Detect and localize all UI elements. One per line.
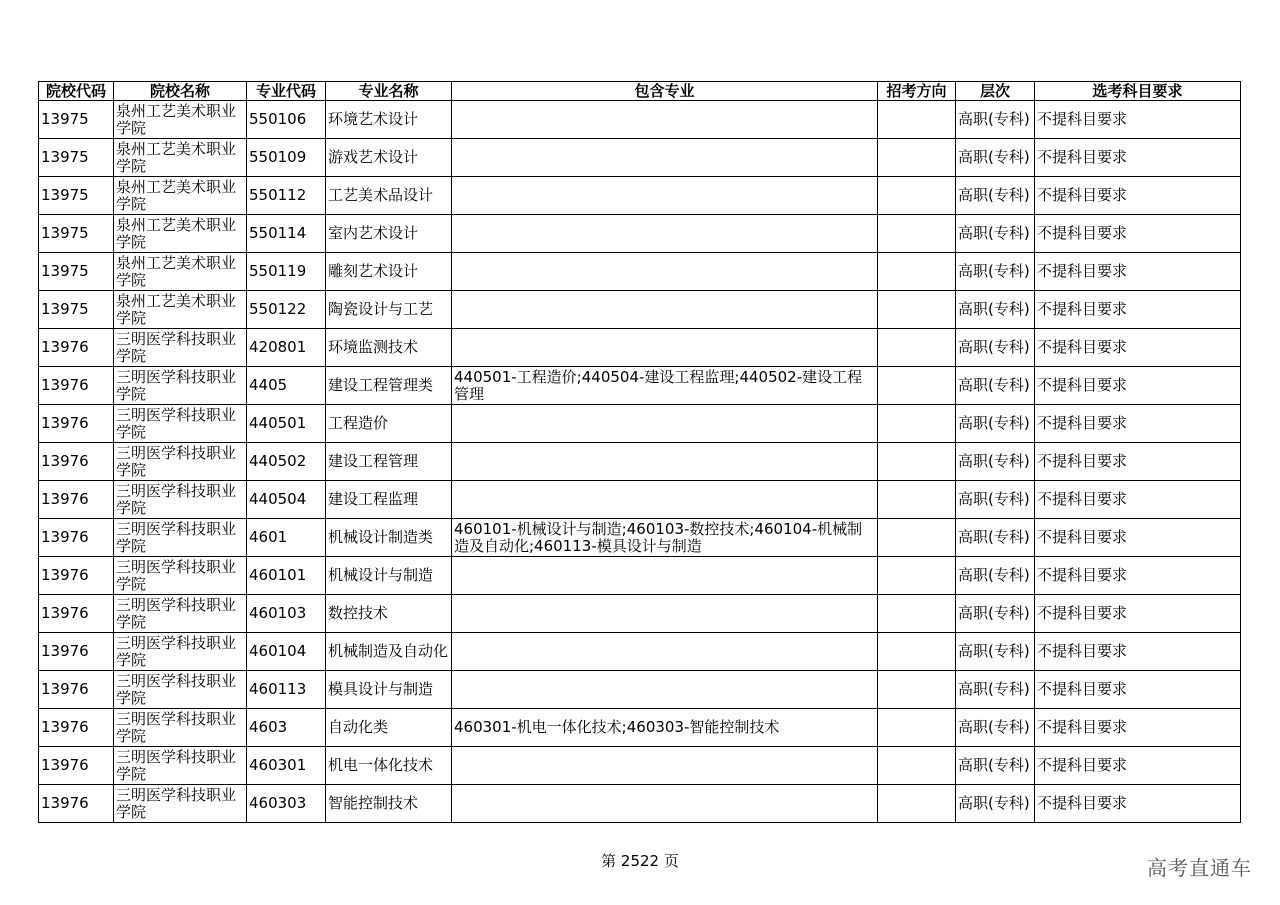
cell-major-code: 420801 bbox=[247, 329, 326, 367]
cell-direction bbox=[878, 747, 956, 785]
cell-major-name: 智能控制技术 bbox=[326, 785, 452, 823]
cell-major-name: 工艺美术品设计 bbox=[326, 177, 452, 215]
cell-level: 高职(专科) bbox=[956, 101, 1035, 139]
table-row bbox=[39, 139, 1241, 177]
cell-included-majors bbox=[452, 139, 878, 177]
cell-school-name: 三明医学科技职业学院 bbox=[114, 405, 247, 443]
cell-major-name: 建设工程监理 bbox=[326, 481, 452, 519]
table-row bbox=[39, 253, 1241, 291]
cell-school-code: 13976 bbox=[39, 747, 114, 785]
cell-direction bbox=[878, 253, 956, 291]
table-row bbox=[39, 595, 1241, 633]
cell-direction bbox=[878, 519, 956, 557]
header-major-code: 专业代码 bbox=[247, 82, 326, 101]
cell-major-name: 模具设计与制造 bbox=[326, 671, 452, 709]
cell-included-majors bbox=[452, 633, 878, 671]
cell-subject-requirement: 不提科目要求 bbox=[1035, 595, 1241, 633]
table-row bbox=[39, 367, 1241, 405]
cell-level: 高职(专科) bbox=[956, 671, 1035, 709]
table-row bbox=[39, 671, 1241, 709]
cell-subject-requirement: 不提科目要求 bbox=[1035, 177, 1241, 215]
table-row bbox=[39, 785, 1241, 823]
cell-school-code: 13975 bbox=[39, 215, 114, 253]
cell-level: 高职(专科) bbox=[956, 177, 1035, 215]
cell-school-name: 三明医学科技职业学院 bbox=[114, 481, 247, 519]
cell-major-code: 460303 bbox=[247, 785, 326, 823]
table-row bbox=[39, 101, 1241, 139]
cell-major-name: 工程造价 bbox=[326, 405, 452, 443]
cell-included-majors bbox=[452, 101, 878, 139]
cell-included-majors bbox=[452, 329, 878, 367]
cell-subject-requirement: 不提科目要求 bbox=[1035, 329, 1241, 367]
cell-direction bbox=[878, 633, 956, 671]
cell-major-code: 460103 bbox=[247, 595, 326, 633]
table-row bbox=[39, 177, 1241, 215]
table-body bbox=[39, 101, 1241, 823]
cell-included-majors: 460301-机电一体化技术;460303-智能控制技术 bbox=[452, 709, 878, 747]
cell-school-name: 三明医学科技职业学院 bbox=[114, 747, 247, 785]
table-row bbox=[39, 519, 1241, 557]
cell-level: 高职(专科) bbox=[956, 595, 1035, 633]
cell-level: 高职(专科) bbox=[956, 557, 1035, 595]
cell-direction bbox=[878, 443, 956, 481]
cell-included-majors bbox=[452, 671, 878, 709]
cell-subject-requirement: 不提科目要求 bbox=[1035, 405, 1241, 443]
table-row bbox=[39, 405, 1241, 443]
cell-major-name: 建设工程管理 bbox=[326, 443, 452, 481]
cell-school-code: 13975 bbox=[39, 253, 114, 291]
cell-level: 高职(专科) bbox=[956, 367, 1035, 405]
cell-major-name: 数控技术 bbox=[326, 595, 452, 633]
cell-school-code: 13976 bbox=[39, 671, 114, 709]
cell-level: 高职(专科) bbox=[956, 291, 1035, 329]
cell-major-code: 460101 bbox=[247, 557, 326, 595]
cell-level: 高职(专科) bbox=[956, 481, 1035, 519]
cell-major-code: 550109 bbox=[247, 139, 326, 177]
cell-included-majors bbox=[452, 557, 878, 595]
cell-school-name: 泉州工艺美术职业学院 bbox=[114, 177, 247, 215]
cell-level: 高职(专科) bbox=[956, 139, 1035, 177]
cell-direction bbox=[878, 329, 956, 367]
cell-included-majors bbox=[452, 405, 878, 443]
cell-major-name: 机械设计制造类 bbox=[326, 519, 452, 557]
cell-major-code: 440504 bbox=[247, 481, 326, 519]
table-row bbox=[39, 747, 1241, 785]
cell-subject-requirement: 不提科目要求 bbox=[1035, 671, 1241, 709]
header-school-code: 院校代码 bbox=[39, 82, 114, 101]
cell-major-code: 460113 bbox=[247, 671, 326, 709]
cell-included-majors bbox=[452, 595, 878, 633]
cell-direction bbox=[878, 785, 956, 823]
cell-school-name: 泉州工艺美术职业学院 bbox=[114, 101, 247, 139]
cell-subject-requirement: 不提科目要求 bbox=[1035, 785, 1241, 823]
table-row bbox=[39, 557, 1241, 595]
cell-subject-requirement: 不提科目要求 bbox=[1035, 747, 1241, 785]
cell-included-majors bbox=[452, 253, 878, 291]
cell-school-code: 13976 bbox=[39, 785, 114, 823]
cell-school-code: 13976 bbox=[39, 519, 114, 557]
cell-included-majors: 460101-机械设计与制造;460103-数控技术;460104-机械制造及自动化;460113-模具设计与制造 bbox=[452, 519, 878, 557]
cell-level: 高职(专科) bbox=[956, 443, 1035, 481]
cell-major-name: 机械制造及自动化 bbox=[326, 633, 452, 671]
cell-school-code: 13975 bbox=[39, 291, 114, 329]
cell-major-code: 4601 bbox=[247, 519, 326, 557]
cell-included-majors bbox=[452, 785, 878, 823]
cell-direction bbox=[878, 595, 956, 633]
cell-included-majors bbox=[452, 177, 878, 215]
cell-major-code: 460301 bbox=[247, 747, 326, 785]
cell-school-name: 三明医学科技职业学院 bbox=[114, 367, 247, 405]
cell-major-name: 机械设计与制造 bbox=[326, 557, 452, 595]
cell-school-name: 三明医学科技职业学院 bbox=[114, 443, 247, 481]
cell-subject-requirement: 不提科目要求 bbox=[1035, 557, 1241, 595]
cell-school-name: 三明医学科技职业学院 bbox=[114, 785, 247, 823]
cell-subject-requirement: 不提科目要求 bbox=[1035, 139, 1241, 177]
cell-level: 高职(专科) bbox=[956, 709, 1035, 747]
cell-direction bbox=[878, 177, 956, 215]
cell-direction bbox=[878, 481, 956, 519]
cell-major-name: 室内艺术设计 bbox=[326, 215, 452, 253]
cell-level: 高职(专科) bbox=[956, 785, 1035, 823]
table-row bbox=[39, 633, 1241, 671]
cell-major-code: 4603 bbox=[247, 709, 326, 747]
cell-subject-requirement: 不提科目要求 bbox=[1035, 367, 1241, 405]
cell-level: 高职(专科) bbox=[956, 253, 1035, 291]
table-row bbox=[39, 329, 1241, 367]
cell-school-name: 泉州工艺美术职业学院 bbox=[114, 215, 247, 253]
cell-school-code: 13975 bbox=[39, 139, 114, 177]
cell-major-code: 4405 bbox=[247, 367, 326, 405]
cell-subject-requirement: 不提科目要求 bbox=[1035, 633, 1241, 671]
cell-school-name: 三明医学科技职业学院 bbox=[114, 329, 247, 367]
table-row bbox=[39, 709, 1241, 747]
cell-subject-requirement: 不提科目要求 bbox=[1035, 101, 1241, 139]
cell-school-code: 13975 bbox=[39, 101, 114, 139]
cell-school-code: 13976 bbox=[39, 633, 114, 671]
header-major-name: 专业名称 bbox=[326, 82, 452, 101]
cell-included-majors: 440501-工程造价;440504-建设工程监理;440502-建设工程管理 bbox=[452, 367, 878, 405]
cell-level: 高职(专科) bbox=[956, 633, 1035, 671]
cell-major-name: 陶瓷设计与工艺 bbox=[326, 291, 452, 329]
cell-level: 高职(专科) bbox=[956, 747, 1035, 785]
table-row bbox=[39, 291, 1241, 329]
cell-school-code: 13976 bbox=[39, 367, 114, 405]
header-subject-requirement: 选考科目要求 bbox=[1035, 82, 1241, 101]
cell-school-name: 三明医学科技职业学院 bbox=[114, 633, 247, 671]
cell-school-name: 三明医学科技职业学院 bbox=[114, 671, 247, 709]
cell-major-name: 机电一体化技术 bbox=[326, 747, 452, 785]
cell-included-majors bbox=[452, 443, 878, 481]
cell-subject-requirement: 不提科目要求 bbox=[1035, 481, 1241, 519]
cell-subject-requirement: 不提科目要求 bbox=[1035, 709, 1241, 747]
cell-major-code: 460104 bbox=[247, 633, 326, 671]
cell-direction bbox=[878, 405, 956, 443]
header-level: 层次 bbox=[956, 82, 1035, 101]
cell-major-code: 550112 bbox=[247, 177, 326, 215]
table-row bbox=[39, 443, 1241, 481]
cell-school-name: 三明医学科技职业学院 bbox=[114, 519, 247, 557]
cell-major-name: 游戏艺术设计 bbox=[326, 139, 452, 177]
header-row bbox=[39, 82, 1241, 101]
cell-subject-requirement: 不提科目要求 bbox=[1035, 215, 1241, 253]
cell-major-code: 550106 bbox=[247, 101, 326, 139]
cell-direction bbox=[878, 215, 956, 253]
cell-school-name: 泉州工艺美术职业学院 bbox=[114, 253, 247, 291]
cell-school-code: 13976 bbox=[39, 709, 114, 747]
cell-direction bbox=[878, 709, 956, 747]
cell-school-name: 三明医学科技职业学院 bbox=[114, 709, 247, 747]
cell-major-code: 550119 bbox=[247, 253, 326, 291]
cell-direction bbox=[878, 671, 956, 709]
cell-direction bbox=[878, 557, 956, 595]
watermark: 高考直通车 bbox=[1147, 856, 1252, 880]
cell-school-code: 13976 bbox=[39, 329, 114, 367]
table-row bbox=[39, 481, 1241, 519]
page-number: 第 2522 页 bbox=[601, 852, 679, 870]
header-school-name: 院校名称 bbox=[114, 82, 247, 101]
cell-school-code: 13976 bbox=[39, 557, 114, 595]
admission-table bbox=[38, 81, 1241, 823]
cell-school-code: 13976 bbox=[39, 481, 114, 519]
cell-level: 高职(专科) bbox=[956, 519, 1035, 557]
cell-major-name: 建设工程管理类 bbox=[326, 367, 452, 405]
cell-subject-requirement: 不提科目要求 bbox=[1035, 253, 1241, 291]
cell-major-name: 环境监测技术 bbox=[326, 329, 452, 367]
cell-school-code: 13976 bbox=[39, 443, 114, 481]
cell-included-majors bbox=[452, 215, 878, 253]
cell-school-name: 三明医学科技职业学院 bbox=[114, 557, 247, 595]
cell-direction bbox=[878, 139, 956, 177]
cell-subject-requirement: 不提科目要求 bbox=[1035, 519, 1241, 557]
cell-major-name: 环境艺术设计 bbox=[326, 101, 452, 139]
cell-included-majors bbox=[452, 747, 878, 785]
cell-major-name: 雕刻艺术设计 bbox=[326, 253, 452, 291]
cell-direction bbox=[878, 367, 956, 405]
cell-direction bbox=[878, 291, 956, 329]
cell-major-code: 440502 bbox=[247, 443, 326, 481]
cell-major-code: 440501 bbox=[247, 405, 326, 443]
cell-school-code: 13976 bbox=[39, 595, 114, 633]
cell-school-code: 13975 bbox=[39, 177, 114, 215]
cell-school-name: 泉州工艺美术职业学院 bbox=[114, 291, 247, 329]
cell-level: 高职(专科) bbox=[956, 215, 1035, 253]
cell-level: 高职(专科) bbox=[956, 329, 1035, 367]
cell-school-name: 泉州工艺美术职业学院 bbox=[114, 139, 247, 177]
header-direction: 招考方向 bbox=[878, 82, 956, 101]
table-row bbox=[39, 215, 1241, 253]
cell-included-majors bbox=[452, 481, 878, 519]
cell-major-code: 550114 bbox=[247, 215, 326, 253]
cell-subject-requirement: 不提科目要求 bbox=[1035, 443, 1241, 481]
cell-subject-requirement: 不提科目要求 bbox=[1035, 291, 1241, 329]
cell-major-name: 自动化类 bbox=[326, 709, 452, 747]
cell-direction bbox=[878, 101, 956, 139]
cell-school-name: 三明医学科技职业学院 bbox=[114, 595, 247, 633]
cell-school-code: 13976 bbox=[39, 405, 114, 443]
cell-level: 高职(专科) bbox=[956, 405, 1035, 443]
cell-major-code: 550122 bbox=[247, 291, 326, 329]
cell-included-majors bbox=[452, 291, 878, 329]
header-included-majors: 包含专业 bbox=[452, 82, 878, 101]
